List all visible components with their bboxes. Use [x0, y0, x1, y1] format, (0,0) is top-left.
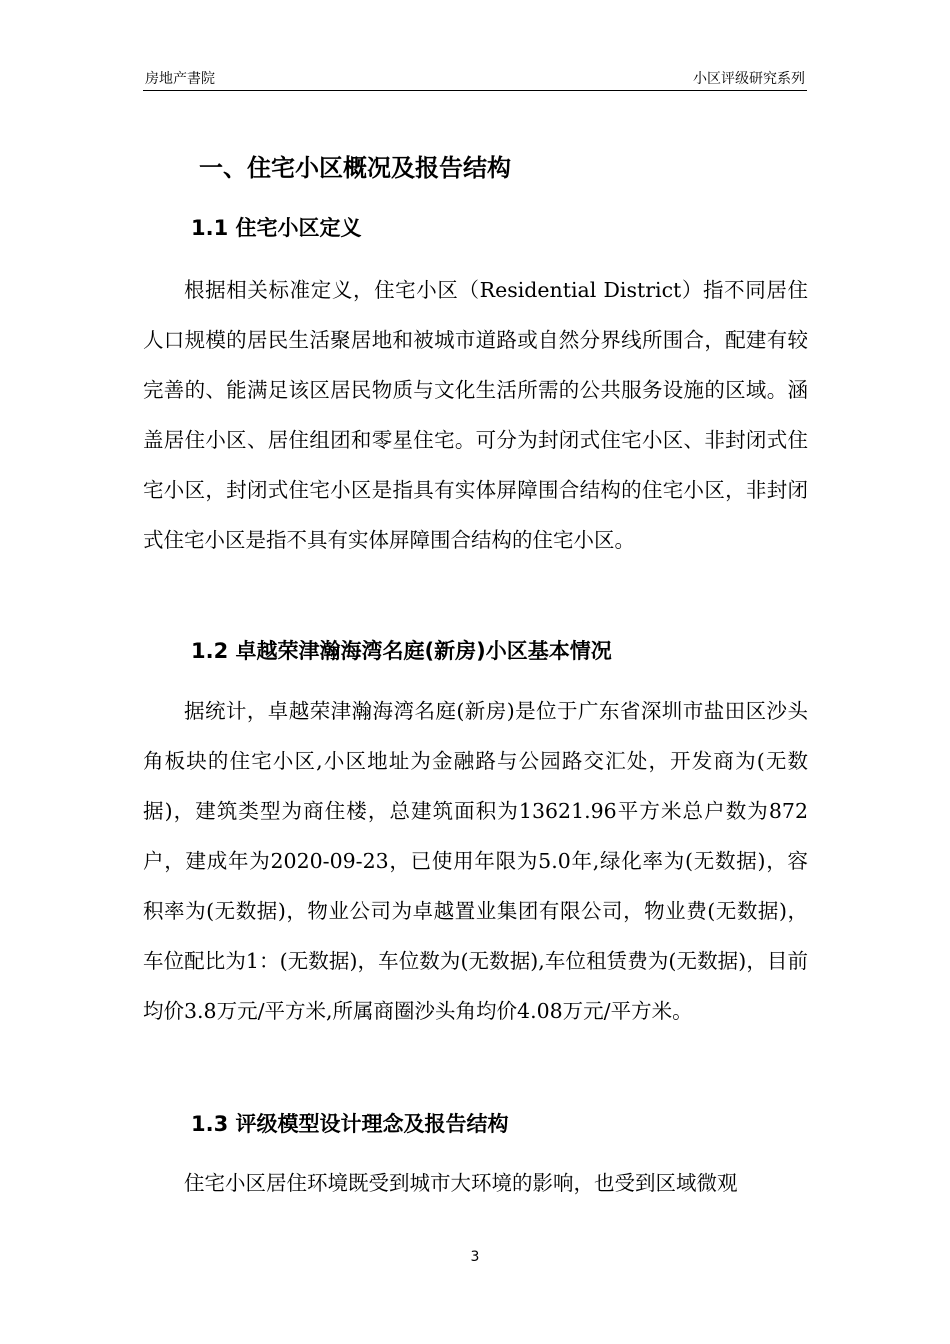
paragraph-definition: 根据相关标准定义，住宅小区（Residential District）指不同居住人口规模的居民生活聚居地和被城市道路或自然分界线所围合，配建有较完善的、能满足该区居民物质与文化生活所需的公共服务设施的区域。涵盖居住小区、居住组团和零星住宅。可分为封闭式住宅小区、非封闭式住宅小区，封闭式住宅小区是指具有实体屏障围合结构的住宅小区，非封闭式住宅小区是指不具有实体屏障围合结构的住宅小区。	[143, 278, 808, 552]
header-series: 小区评级研究系列	[693, 71, 805, 87]
subsection-title-1-1: 1.1 住宅小区定义	[191, 216, 362, 240]
header-brand: 房地产書院	[145, 71, 215, 87]
subsection-title-1-3: 1.3 评级模型设计理念及报告结构	[191, 1112, 509, 1136]
section-title: 一、住宅小区概况及报告结构	[199, 154, 511, 182]
subsection-title-1-2: 1.2 卓越荣津瀚海湾名庭(新房)小区基本情况	[191, 639, 612, 663]
page-number: 3	[470, 1249, 480, 1265]
page-header	[143, 62, 807, 91]
paragraph-model-design: 住宅小区居住环境既受到城市大环境的影响，也受到区域微观	[184, 1171, 738, 1195]
paragraph-basic-info: 据统计，卓越荣津瀚海湾名庭(新房)是位于广东省深圳市盐田区沙头角板块的住宅小区,小区地址为金融路与公园路交汇处，开发商为(无数据)，建筑类型为商住楼，总建筑面积为13621.96平方米总户数为872户，建成年为2020-09-23，已使用年限为5.0年,绿化率为(无数据)，容积率为(无数据)，物业公司为卓越置业集团有限公司，物业费(无数据)，车位配比为1：(无数据)，车位数为(无数据),车位租赁费为(无数据)，目前均价3.8万元/平方米,所属商圈沙头角均价4.08万元/平方米。	[143, 699, 808, 1023]
